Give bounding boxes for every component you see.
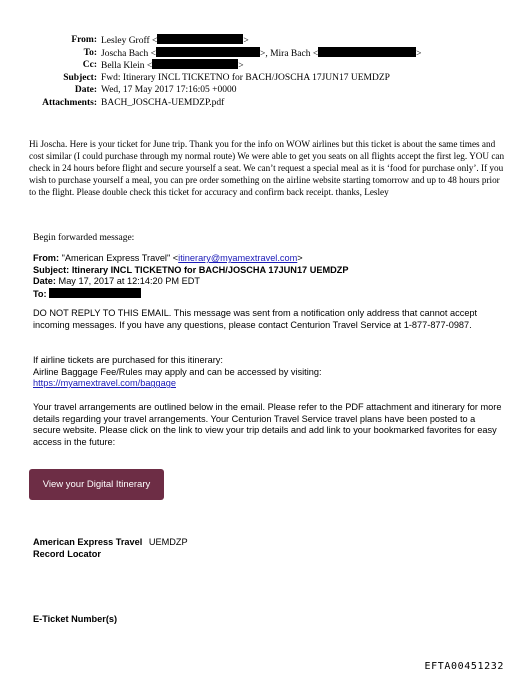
baggage-line-2: Airline Baggage Fee/Rules may apply and can be accessed by visiting: [33,366,322,377]
redaction-box [318,47,416,57]
eticket-heading: E-Ticket Number(s) [33,614,118,624]
date-value: Wed, 17 May 2017 17:16:05 +0000 [101,85,237,95]
fwd-from-name: "American Express Travel" < [61,253,179,263]
fwd-from-email-link[interactable]: itinerary@myamextravel.com [178,253,298,263]
record-locator [33,537,188,560]
record-label-2: Record Locator [33,548,101,559]
arrangements-paragraph: Your travel arrangements are outlined below in the email. Please refer to the PDF attachment and itinerary for more details regarding your travel arrangements. Your Centurion Travel Service travel plans have been posted to a secure website. Please click on the link to view your trip details and add link to your bookmarked favorites for easy access in the future: [33,402,502,447]
close-bracket: > [416,48,422,59]
fwd-to-label: To: [33,288,47,299]
fwd-subject-row [33,265,503,277]
record-value: UEMDZP [148,537,188,547]
from-label: From: [71,35,97,45]
subject-value: Fwd: Itinerary INCL TICKETNO for BACH/JOSCHA 17JUN17 UEMDZP [101,72,390,83]
attachments-row [0,97,512,110]
fwd-from-label: From: [33,253,60,263]
date-row [0,84,512,97]
attachments-label: Attachments: [42,97,97,108]
date-label: Date: [74,85,97,95]
to-value-1: Joscha Bach < [101,48,156,59]
document-id: EFTA00451232 [424,661,504,672]
fwd-subject-label: Subject: [33,264,70,275]
baggage-line-1: If airline tickets are purchased for this itinerary: [33,355,223,365]
redaction-box [156,47,260,57]
view-itinerary-button[interactable]: View your Digital Itinerary [29,469,164,500]
close-bracket: > [238,61,244,71]
close-bracket: > [297,253,303,263]
fwd-from-row [33,253,503,265]
redaction-box [49,288,141,298]
message-body: Hi Joscha. Here is your ticket for June trip. Thank you for the info on WOW airlines but this ticket is about the same times and cost similar (I could purchase through my normal route) We were able to get you seats on all flights accept the first leg. YOU can check in 24 hours before flight and secure yourself a seat. We can’t request a special meal as it is ‘food for purchase only’. If you wish to purchase yourself a meal, you can pre order something on the airline website starting tomorrow and up to 48 hours prior to the flight. Please double check this ticket for accuracy and confirm back receipt. thanks, Lesley [29,139,505,198]
baggage-link[interactable]: https://myamextravel.com/baggage [33,378,176,389]
cc-value: Bella Klein < [101,61,153,71]
fwd-to-row [33,288,503,301]
baggage-section [33,355,503,390]
cc-label: Cc: [82,60,97,70]
email-header [0,34,512,109]
attachment-filename[interactable]: BACH_JOSCHA-UEMDZP.pdf [101,97,225,108]
subject-row [0,72,512,85]
to-value-2: >, Mira Bach < [259,48,319,59]
redaction-box [157,34,243,44]
to-row [0,47,512,60]
cc-row [0,59,512,72]
subject-label: Subject: [63,72,97,83]
redaction-box [152,59,238,69]
forwarded-header [33,253,503,300]
noreply-notice: DO NOT REPLY TO THIS EMAIL. This message was sent from a notification only address that cannot accept incoming messages. If you have any questions, please contact Centurion Travel Service at 1-877-877-0987. [33,308,478,330]
fwd-date-row [33,276,503,288]
from-row [0,34,512,47]
from-value: Lesley Groff < [101,36,158,46]
to-label: To: [83,47,97,58]
fwd-subject-value: Itinerary INCL TICKETNO for BACH/JOSCHA 17JUN17 UEMDZP [71,264,349,275]
fwd-date-label: Date: [33,276,56,287]
forwarded-label: Begin forwarded message: [33,233,135,243]
close-bracket: > [243,36,249,46]
record-label-1: American Express Travel [33,537,143,547]
fwd-date-value: May 17, 2017 at 12:14:20 PM EDT [58,276,201,287]
